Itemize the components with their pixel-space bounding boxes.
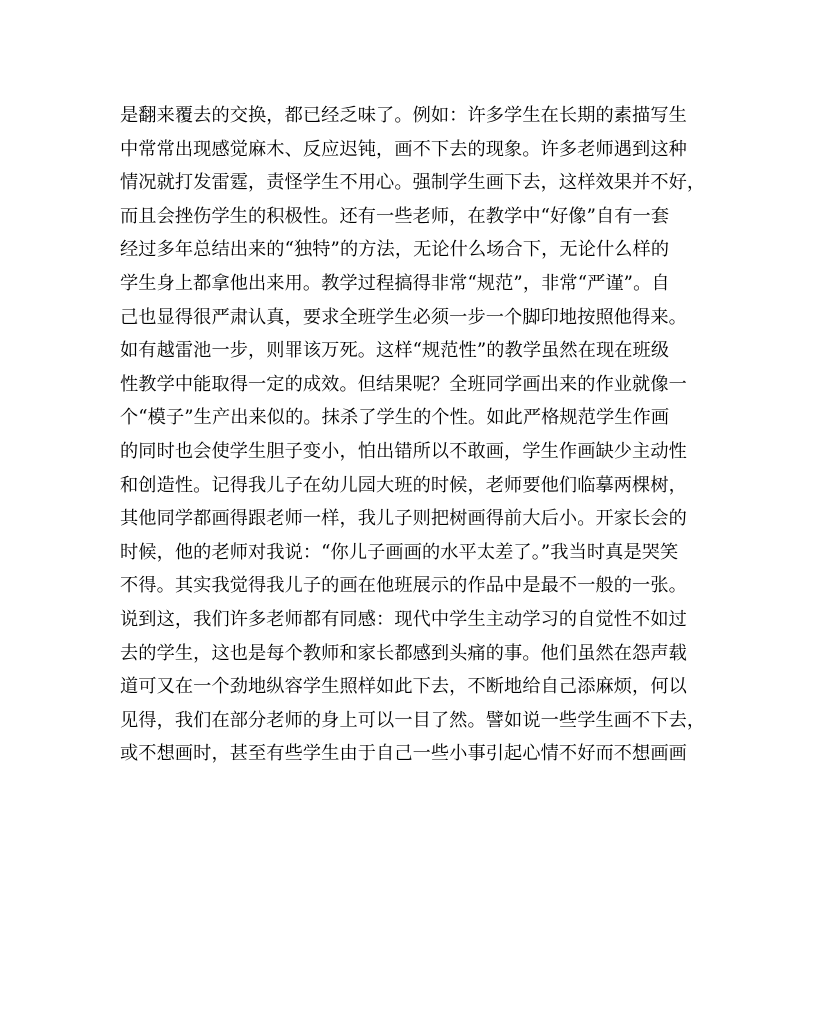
text-line: 和创造性。记得我儿子在幼儿园大班的时候，老师要他们临摹两棵树， (120, 474, 687, 496)
text-line: 性教学中能取得一定的成效。但结果呢？全班同学画出来的作业就像一 (120, 373, 687, 395)
text-line: 其他同学都画得跟老师一样，我儿子则把树画得前大后小。开家长会的 (120, 508, 687, 530)
text-line: 经过多年总结出来的“独特”的方法，无论什么场合下，无论什么样的 (120, 239, 670, 261)
text-line: 说到这，我们许多老师都有同感：现代中学生主动学习的自觉性不如过 (120, 608, 687, 630)
text-line: 而且会挫伤学生的积极性。还有一些老师，在教学中“好像”自有一套 (120, 205, 670, 227)
text-line: 去的学生，这也是每个教师和家长都感到头痛的事。他们虽然在怨声载 (120, 642, 687, 664)
text-line: 时候，他的老师对我说：“你儿子画画的水平太差了。”我当时真是哭笑 (120, 541, 679, 563)
text-line: 的同时也会使学生胆子变小，怕出错所以不敢画，学生作画缺少主动性 (120, 440, 687, 462)
text-line: 己也显得很严肃认真，要求全班学生必须一步一个脚印地按照他得来。 (120, 306, 687, 328)
text-line: 学生身上都拿他出来用。教学过程搞得非常“规范”，非常“严谨”。自 (120, 272, 670, 294)
text-line: 是翻来覆去的交换，都已经乏味了。例如：许多学生在长期的素描写生 (120, 105, 687, 126)
text-line: 或不想画时，甚至有些学生由于自己一些小事引起心情不好而不想画画 (120, 743, 687, 765)
text-line: 如有越雷池一步，则罪该万死。这样“规范性”的教学虽然在现在班级 (120, 340, 670, 362)
text-line: 道可又在一个劲地纵容学生照样如此下去，不断地给自己添麻烦，何以 (120, 676, 687, 698)
text-line: 个“模子”生产出来似的。抹杀了学生的个性。如此严格规范学生作画 (120, 407, 670, 429)
text-line: 情况就打发雷霆，责怪学生不用心。强制学生画下去，这样效果并不好， (120, 172, 706, 194)
text-line: 不得。其实我觉得我儿子的画在他班展示的作品中是最不一般的一张。 (120, 575, 687, 597)
body-text (120, 99, 706, 771)
text-line: 中常常出现感觉麻木、反应迟钝，画不下去的现象。许多老师遇到这种 (120, 138, 687, 160)
text-line: 见得，我们在部分老师的身上可以一目了然。譬如说一些学生画不下去， (120, 709, 706, 731)
